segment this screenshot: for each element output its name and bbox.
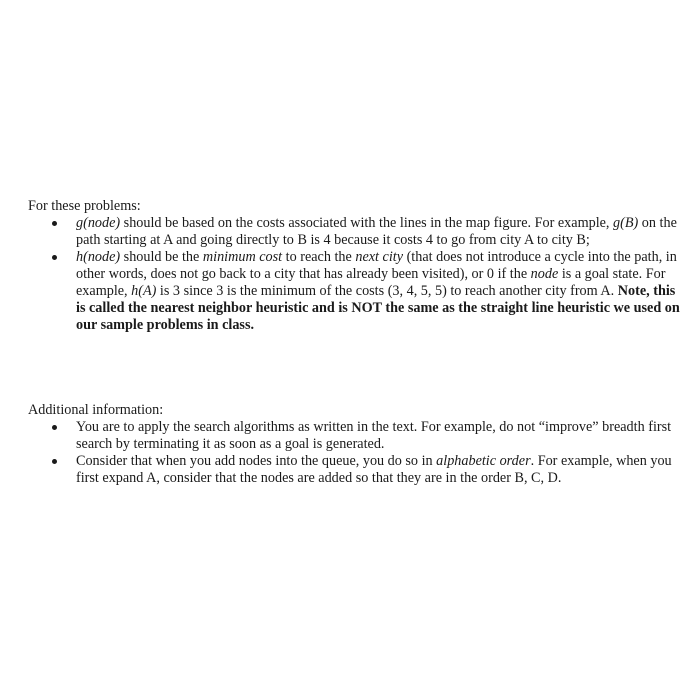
problems-section <box>28 198 678 334</box>
bullet-icon <box>52 255 57 260</box>
term-g-b: g(B) <box>613 215 639 231</box>
note-bold: Note, this is called the nearest neighbor heuristic and is NOT the same as the straight line heuristic we used on our sample problems in class. <box>76 283 680 333</box>
term-minimum-cost: minimum cost <box>202 249 283 265</box>
list-item-g-node: g(node) should be based on the costs associated with the lines in the map figure. For example, g(B) on the path starting at A and going directly to B is 4 because it costs 4 to go from city A to city B; <box>28 215 694 249</box>
section-heading: Additional information: <box>28 402 164 418</box>
bullet-icon <box>52 221 57 226</box>
bullet-icon <box>52 425 57 430</box>
term-next-city: next city <box>355 249 404 265</box>
list-item-alphabetic-order: Consider that when you add nodes into the queue, you do so in alphabetic order. For example, when you first expand A, consider that the nodes are added so that they are in the order B, C, D. <box>28 453 694 487</box>
bullet-icon <box>52 459 57 464</box>
list-item-apply-algorithms: You are to apply the search algorithms as written in the text. For example, do not “improve” breadth first search by terminating it as soon as a goal is generated. <box>28 419 684 453</box>
term-g-node: g(node) <box>76 215 121 231</box>
section-heading: For these problems: <box>28 198 141 214</box>
bullet-list <box>28 215 678 334</box>
bullet-list <box>28 419 678 487</box>
additional-info-section <box>28 402 678 487</box>
term-h-a: h(A) <box>131 283 157 299</box>
list-item-h-node: h(node) should be the minimum cost to reach the next city (that does not introduce a cycle into the path, in other words, does not go back to a city that has already been visited), or 0 if the node is a goal state. For example, h(A) is 3 since 3 is the minimum of the costs (3, 4, 5, 5) to reach another city from A. Note, this is called the nearest neighbor heuristic and is NOT the same as the straight line heuristic we used on our sample problems in class. <box>28 249 688 334</box>
term-alphabetic-order: alphabetic order <box>436 453 531 469</box>
term-node: node <box>530 266 559 282</box>
term-h-node: h(node) <box>76 249 121 265</box>
